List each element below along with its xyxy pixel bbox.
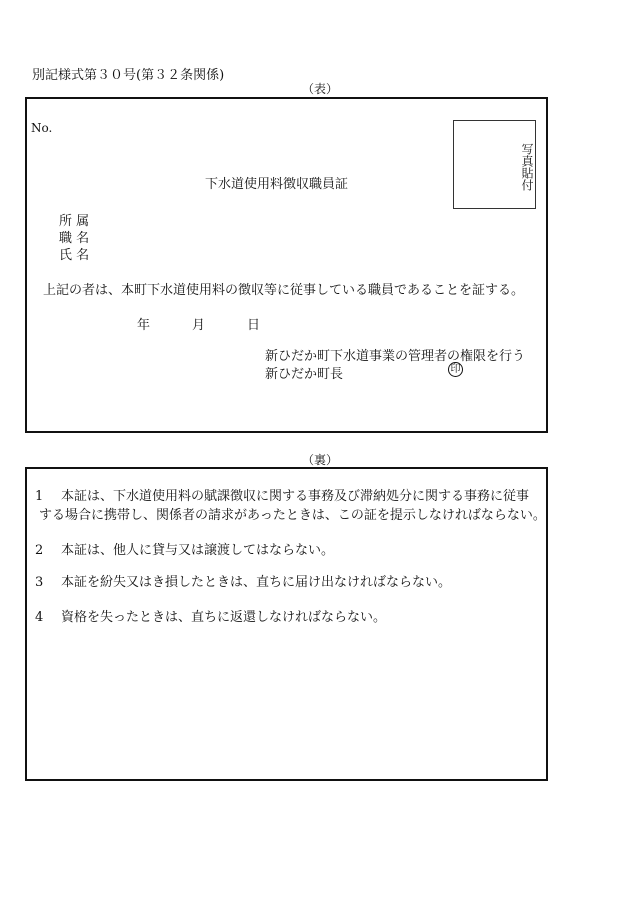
date-year: 年 [137,318,151,333]
note-text: 本証は、下水道使用料の賦課徴収に関する事務及び滞納処分に関する事務に従事 [61,489,530,504]
date-day: 日 [247,318,261,333]
note-number: 1 [35,489,44,504]
form-number: 別記様式第３０号(第３２条関係) [32,68,225,83]
field-name: 氏 名 [59,248,90,263]
field-affiliation: 所 属 [59,214,90,229]
issuer-authority: 新ひだか町下水道事業の管理者の権限を行う [265,349,526,364]
photo-area [453,120,536,209]
note-text: 本証は、他人に貸与又は譲渡してはならない。 [61,543,335,558]
note-number: 2 [35,543,44,558]
certification-text: 上記の者は、本町下水道使用料の徴収等に従事している職員であることを証する。 [43,283,525,298]
note-number: 3 [35,575,44,590]
issuer-title: 新ひだか町長 [265,367,344,382]
back-side-label: （裏） [302,453,339,467]
card-number-label: No. [31,121,53,135]
note-text: 資格を失ったときは、直ちに返還しなければならない。 [61,610,387,625]
note-text-continued: する場合に携帯し、関係者の請求があったときは、この証を提示しなければならない。 [39,508,546,523]
note-item [35,573,547,592]
note-item [35,608,547,627]
card-title: 下水道使用料徴収職員証 [205,177,349,192]
field-position: 職 名 [59,231,90,246]
note-item [35,541,547,560]
note-text: 本証を紛失又はき損したときは、直ちに届け出なければならない。 [61,575,452,590]
date-month: 月 [192,318,206,333]
id-card-front [25,97,548,433]
front-side-label: （表） [302,82,339,96]
id-card-back [25,467,548,781]
photo-area-label: 写真貼付 [520,143,534,191]
note-number: 4 [35,610,44,625]
note-item [35,487,547,506]
seal-icon: 印 [448,362,463,377]
